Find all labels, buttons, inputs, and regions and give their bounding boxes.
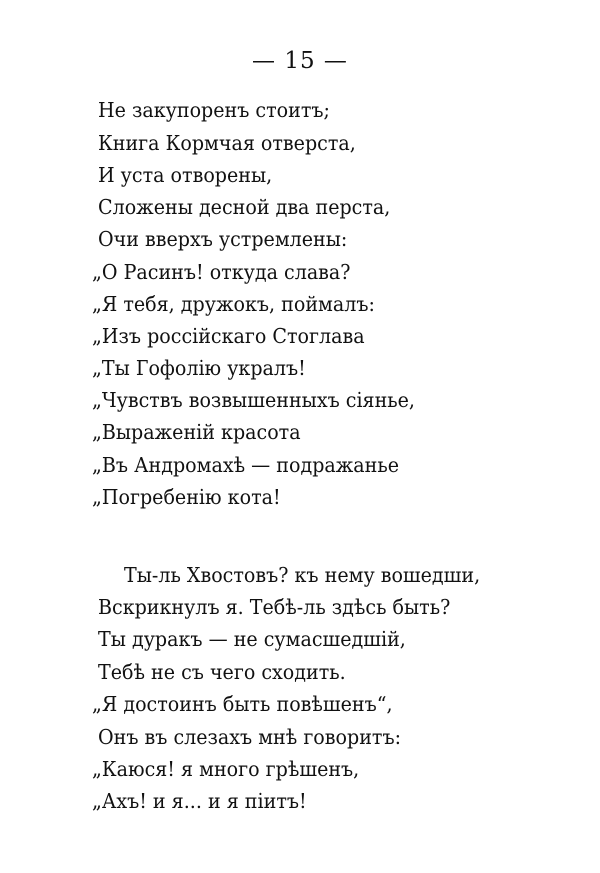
poem-line: „О Расинъ! откуда слава? (92, 260, 351, 284)
poem-line: „Ты Гофолію укралъ! (92, 356, 306, 380)
poem-line: „Изъ россійскаго Стоглава (92, 324, 365, 348)
poem-line: „Каюся! я много грѣшенъ, (92, 757, 360, 781)
poem-line: „Я достоинъ быть повѣшенъ“, (92, 692, 393, 716)
poem-line: Сложены десной два перста, (98, 195, 391, 219)
poem-line: И уста отворены, (98, 163, 273, 187)
poem-line: Онъ въ слезахъ мнѣ говоритъ: (98, 725, 402, 749)
poem-line: „Ахъ! и я... и я піитъ! (92, 789, 307, 813)
poem-line: Очи вверхъ устремлены: (98, 227, 348, 251)
poem-line: „Въ Андромахѣ — подражанье (92, 453, 400, 477)
poem-line: Тебѣ не съ чего сходить. (98, 660, 346, 684)
poem-line: „Я тебя, дружокъ, поймалъ: (92, 292, 375, 316)
poem-line: Ты-ль Хвостовъ? къ нему вошедши, (124, 563, 481, 587)
poem-line: Не закупоренъ стоитъ; (98, 98, 330, 122)
poem-line: Книга Кормчая отверста, (98, 131, 356, 155)
poem-line: Вскрикнулъ я. Тебѣ-ль здѣсь быть? (98, 595, 451, 619)
poem-line: Ты дуракъ — не сумасшедшій, (98, 627, 406, 651)
poem-line: „Выраженій красота (92, 420, 301, 444)
poem-line: „Погребенію кота! (92, 485, 281, 509)
page-number: — 15 — (252, 48, 348, 74)
poem-line: „Чувствъ возвышенныхъ сіянье, (92, 388, 416, 412)
